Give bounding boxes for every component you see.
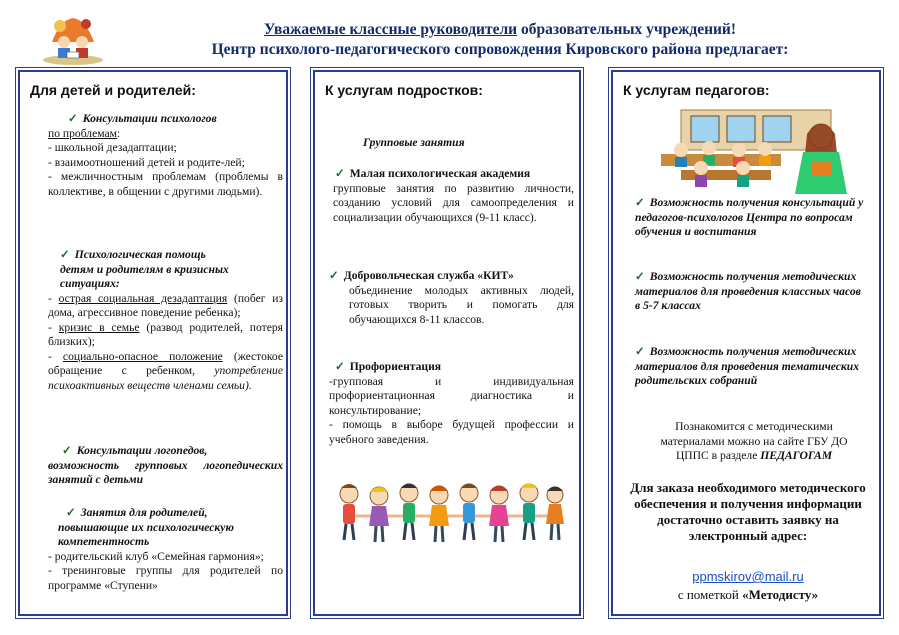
block-title: Профориентация xyxy=(349,360,442,373)
colon: : xyxy=(116,126,121,140)
footer-note xyxy=(627,587,869,603)
website-section-name: ПЕДАГОГАМ xyxy=(760,449,833,462)
column-title: К услугам педагогов: xyxy=(623,82,770,98)
checkmark-icon: ✓ xyxy=(329,269,339,282)
list-item: - школьной дезадаптации; xyxy=(48,141,177,154)
column-title: Для детей и родителей: xyxy=(30,82,196,98)
children-holding-hands-illustration xyxy=(335,480,567,550)
block-subtitle: детям и родителям в кризисных ситуациях: xyxy=(60,262,229,290)
checkmark-icon: ✓ xyxy=(68,112,78,125)
header-addressee: Уважаемые классные руководители xyxy=(263,21,518,38)
group-sessions-heading: Групповые занятия xyxy=(363,136,465,149)
block-text: групповые занятия по развитию личности, созданию условий для самоопределения и социализации обучающихся (9-11 класс). xyxy=(333,181,574,224)
crisis-type: острая социальная дезадаптация xyxy=(58,291,228,305)
block-subtitle: по проблемам xyxy=(48,126,117,140)
block-text: объединение молодых активных людей, готовых творить и помогать для обучающихся 8-11 классов. xyxy=(349,283,574,326)
crisis-type: социально-опасное положение xyxy=(62,349,223,363)
checkmark-icon: ✓ xyxy=(335,167,345,180)
block-parent-classes xyxy=(48,506,283,593)
block-subtitle: возможность групповых логопедических занятий с детьми xyxy=(48,458,283,486)
block-title: Консультации логопедов, xyxy=(76,444,208,457)
list-item: - родительский клуб «Семейная гармония»; xyxy=(48,549,264,563)
block-psychology-academy xyxy=(329,167,574,225)
block-class-hour-materials xyxy=(635,270,867,314)
checkmark-icon: ✓ xyxy=(635,345,645,358)
classroom-illustration xyxy=(661,104,851,194)
crisis-detail: (побег из дома, агрессивное поведение ребенка); xyxy=(48,291,283,319)
block-volunteer-service xyxy=(329,269,574,327)
column-teachers xyxy=(611,70,881,616)
block-career-guidance xyxy=(329,360,574,447)
block-text: Возможность получения методических материалов для проведения классных часов в 5-7 классах xyxy=(635,270,861,312)
checkmark-icon: ✓ xyxy=(335,360,345,373)
block-text: Возможность получения методических материалов для проведения тематических родительских собраний xyxy=(635,345,860,387)
block-title: Консультации психологов xyxy=(82,112,217,125)
list-item: - взаимоотношений детей и родите-лей; xyxy=(48,155,245,169)
block-title: Занятия для родителей, xyxy=(80,506,208,519)
block-text: Возможность получения консультаций у педагогов-психологов Центра по вопросам обучения и воспитания xyxy=(635,196,864,238)
footer-prefix: с пометкой xyxy=(677,587,743,602)
checkmark-icon: ✓ xyxy=(60,248,70,261)
column-title: К услугам подростков: xyxy=(325,82,483,98)
children-reading-illustration xyxy=(40,12,106,66)
block-psychologist-consultations xyxy=(48,112,283,199)
crisis-detail: (жестокое обращение с ребенком, xyxy=(48,349,283,377)
checkmark-icon: ✓ xyxy=(635,270,645,283)
block-text: - помощь в выборе будущей профессии и учебного заведения. xyxy=(329,418,574,446)
block-title: Добровольческая служба «КИТ» xyxy=(343,269,514,282)
email-link[interactable]: ppmskirov@mail.ru xyxy=(692,569,804,584)
column-teenagers xyxy=(313,70,581,616)
crisis-detail-italic: употребление психоактивных веществ членами семьи). xyxy=(48,364,283,392)
checkmark-icon: ✓ xyxy=(62,444,72,457)
block-title: Малая психологическая академия xyxy=(349,167,531,180)
header-line-1 xyxy=(130,20,870,40)
email-row xyxy=(627,568,869,586)
block-title: Психологическая помощь xyxy=(74,248,206,261)
website-info-text: Познакомится с методическими материалами можно на сайте ГБУ ДО ЦППС в разделе xyxy=(660,420,848,462)
website-info xyxy=(643,420,865,464)
header-line-2: Центр психолого-педагогического сопровождения Кировского района предлагает: xyxy=(211,41,789,58)
checkmark-icon: ✓ xyxy=(66,506,76,519)
block-teacher-consultations xyxy=(635,196,867,240)
block-text: -групповая и индивидуальная профориентационная диагностика и консультирование; xyxy=(329,374,574,417)
block-subtitle: повышающие их психологическую компетентность xyxy=(58,520,234,548)
list-item: - тренинговые группы для родителей по программе «Ступени» xyxy=(48,564,283,592)
checkmark-icon: ✓ xyxy=(635,196,645,209)
list-item: - межличностным проблемам (проблемы в коллективе, в общении с другими людьми). xyxy=(48,170,283,198)
block-parent-meeting-materials xyxy=(635,345,867,389)
block-crisis-help: ✓ Психологическая помощь детям и родителям в кризисных ситуациях: - острая социальная дезадаптация (побег из дома, агрессивное поведение ребенка); - кризис в семье (развод родителей, потеря близких); - социально-опасное положение (жестокое обращение с ребенком, употребление психоактивных веществ членами семьи). xyxy=(48,248,283,392)
column-children-parents xyxy=(18,70,288,616)
order-info: Для заказа необходимого методического обеспечения и получения информации достаточно оставить заявку на электронный адрес: xyxy=(630,480,866,543)
block-speech-therapist xyxy=(48,444,283,488)
footer-mark: «Методисту» xyxy=(742,587,819,602)
crisis-detail: (развод родителей, потеря близких); xyxy=(48,320,283,348)
header-addressee-rest: образовательных учреждений! xyxy=(517,21,737,38)
page-header xyxy=(130,20,870,60)
crisis-type: кризис в семье xyxy=(58,320,140,334)
